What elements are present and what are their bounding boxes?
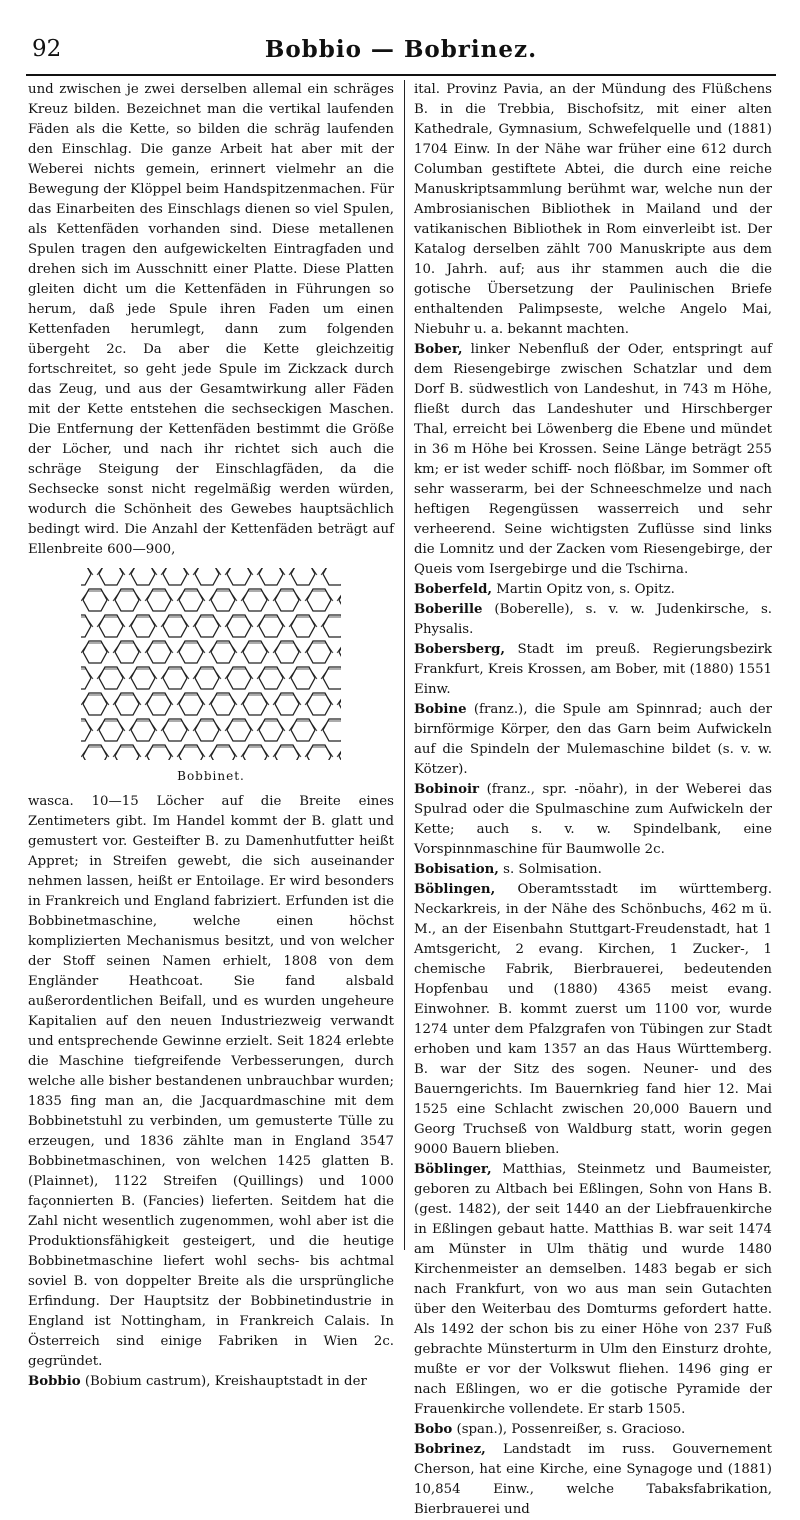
mesh-cell xyxy=(227,719,251,741)
mesh-cell xyxy=(211,745,235,764)
mesh-cell xyxy=(115,745,139,764)
mesh-cell xyxy=(163,667,187,689)
mesh-cell xyxy=(163,719,187,741)
mesh-cell xyxy=(195,719,219,741)
header-rule xyxy=(26,74,776,76)
mesh-cell xyxy=(339,693,351,715)
entry-boberille xyxy=(414,600,772,640)
mesh-cell xyxy=(243,693,267,715)
mesh-cell xyxy=(99,615,123,637)
mesh-cell xyxy=(323,564,347,585)
mesh-cell xyxy=(83,693,107,715)
mesh-cell xyxy=(179,641,203,663)
mesh-cell xyxy=(211,693,235,715)
right-column xyxy=(414,80,772,1520)
mesh-cell xyxy=(339,745,351,764)
mesh-cell xyxy=(259,719,283,741)
mesh-cell xyxy=(243,589,267,611)
mesh-cell xyxy=(259,564,283,585)
entry-bobine xyxy=(414,700,772,780)
entry-text: Stadt im preuß. Regierungsbezirk Frankfurt, Kreis Krossen, am Bober, mit (1880) 1551 Einw. xyxy=(414,642,772,697)
entry-bobo xyxy=(414,1420,772,1440)
left-column xyxy=(28,80,394,1392)
mesh-cell xyxy=(259,615,283,637)
entry-text: linker Nebenfluß der Oder, entspringt auf dem Riesengebirge zwischen Schatzlar und dem Dorf B. südwestlich von Landeshut, in 743 m Höhe, fließt durch das Landeshuter und Hirschberger Thal, erreicht bei Löwenberg die Ebene und mündet in 36 m Höhe bei Krossen. Seine Länge beträgt 255 km; er ist weder schiff- noch flößbar, im Sommer oft sehr wasserarm, bei der Schneeschmelze und nach heftigen Regengüssen wasserreich und sehr verheerend. Seine wichtigsten Zuflüsse sind links die Lomnitz und der Zacken vom Riesengebirge, der Queis vom Isergebirge und die Tschirna. xyxy=(414,342,772,577)
mesh-thread xyxy=(71,617,93,627)
mesh-cell xyxy=(291,667,315,689)
page-number: 92 xyxy=(32,36,62,62)
mesh-cell xyxy=(227,615,251,637)
entry-text: (Boberelle), s. v. w. Judenkirsche, s. Physalis. xyxy=(414,602,772,637)
mesh-cell xyxy=(71,564,91,585)
mesh-cell xyxy=(195,615,219,637)
mesh-cell xyxy=(131,615,155,637)
mesh-thread xyxy=(71,591,77,601)
mesh-cell xyxy=(211,589,235,611)
entry-bober xyxy=(414,340,772,580)
mesh-cell xyxy=(71,641,75,663)
mesh-cell xyxy=(71,693,75,715)
mesh-cell xyxy=(179,693,203,715)
mesh-cell xyxy=(147,589,171,611)
mesh-cell xyxy=(99,564,123,585)
mesh-cell xyxy=(147,693,171,715)
entry-text: s. Solmisation. xyxy=(498,862,602,877)
mesh-cell xyxy=(115,589,139,611)
mesh-cell xyxy=(307,693,331,715)
mesh-thread xyxy=(71,695,77,705)
mesh-cell xyxy=(115,641,139,663)
entry-boeblinger xyxy=(414,1160,772,1420)
entry-headword: Boberfeld, xyxy=(414,582,493,597)
mesh-cell xyxy=(71,615,91,637)
entry-boeblingen xyxy=(414,880,772,1160)
entry-text: (Bobium castrum), Kreishauptstadt in der xyxy=(80,1374,367,1389)
mesh-cell xyxy=(163,615,187,637)
entry-headword: Bobinoir xyxy=(414,782,480,797)
mesh-thread xyxy=(71,747,77,757)
entry-text: Oberamtsstadt im württemberg. Neckarkreis, in der Nähe des Schönbuchs, 462 m ü. M., an der Eisenbahn Stuttgart-Freudenstadt, hat 1 Amtsgericht, 2 evang. Kirchen, 1 Zucker-, 1 chemische Fabrik, Bierbrauerei, bedeutenden Hopfenbau und (1880) 4365 meist evang. Einwohner. B. kommt zuerst um 1100 vor, wurde 1274 unter dem Pfalzgrafen von Tübingen zur Stadt erhoben und kam 1357 an das Haus Württemberg. B. war der Sitz des sogen. Neuner- und des Bauerngerichts. Im Bauernkrieg fand hier 12. Mai 1525 eine Schlacht zwischen 20,000 Bauern und Georg Truchseß von Waldburg statt, worin gegen 9000 Bauern blieben. xyxy=(414,882,772,1157)
entry-headword: Bobersberg, xyxy=(414,642,506,657)
mesh-cell xyxy=(307,641,331,663)
mesh-cell xyxy=(163,564,187,585)
mesh-cell xyxy=(179,745,203,764)
mesh-cell xyxy=(147,641,171,663)
mesh-cell xyxy=(195,564,219,585)
mesh-cell xyxy=(131,719,155,741)
bobbinet-figure xyxy=(28,564,394,786)
bobbinet-mesh-illustration xyxy=(71,564,351,764)
entry-boberfeld xyxy=(414,580,772,600)
entry-text: Landstadt im russ. Gouvernement Cherson, hat eine Kirche, eine Synagoge und (1881) 10,854 Einw., welche Tabaksfabrikation, Bierbrauerei und xyxy=(414,1442,772,1517)
mesh-cell xyxy=(83,641,107,663)
mesh-cell xyxy=(259,667,283,689)
mesh-cell xyxy=(99,667,123,689)
mesh-thread xyxy=(71,565,93,575)
mesh-cell xyxy=(275,693,299,715)
entry-bobinoir xyxy=(414,780,772,860)
entry-headword: Bober, xyxy=(414,342,463,357)
entry-headword: Bobisation, xyxy=(414,862,499,877)
mesh-cell xyxy=(275,589,299,611)
mesh-cell xyxy=(275,641,299,663)
entry-continuation xyxy=(414,80,772,340)
mesh-cell xyxy=(323,667,347,689)
entry-bobersberg xyxy=(414,640,772,700)
entry-headword: Bobbio xyxy=(28,1374,81,1389)
mesh-cell xyxy=(71,667,91,689)
entry-headword: Böblinger, xyxy=(414,1162,492,1177)
entry-headword: Böblingen, xyxy=(414,882,496,897)
mesh-cell xyxy=(323,719,347,741)
mesh-cell xyxy=(195,667,219,689)
entry-headword: Bobrinez, xyxy=(414,1442,486,1457)
mesh-cell xyxy=(99,719,123,741)
page-header xyxy=(26,34,776,70)
mesh-cell xyxy=(211,641,235,663)
mesh-cell xyxy=(291,564,315,585)
mesh-cell xyxy=(275,745,299,764)
mesh-cell xyxy=(131,667,155,689)
mesh-cell xyxy=(71,745,75,764)
mesh-cell xyxy=(115,693,139,715)
entry-bobisation xyxy=(414,860,772,880)
entry-text: ital. Provinz Pavia, an der Mündung des Flüßchens B. in die Trebbia, Bischofsitz, mit einer alten Kathedrale, Gymnasium, Schwefelquelle und (1881) 1704 Einw. In der Nähe war früher eine 612 durch Columban gestiftete Abtei, die durch eine reiche Manuskriptsammlung berühmt war, welche nun der Ambrosianischen Bibliothek in Mailand und der vatikanischen Bibliothek in Rom einverleibt ist. Der Katalog derselben zählt 700 Manuskripte aus dem 10. Jahrh. auf; aus ihr stammen auch die die gotische Übersetzung der Paulinischen Briefe enthaltenden Palimpseste, welche Angelo Mai, Niebuhr u. a. bekannt machten. xyxy=(414,82,772,337)
left-paragraph-2: wasca. 10—15 Löcher auf die Breite eines Zentimeters gibt. Im Handel kommt der B. glatt und gemustert vor. Gesteifter B. zu Damenhutfutter heißt Appret; in Streifen gewebt, die sich auseinander nehmen lassen, heißt er Entoilage. Er wird besonders in Frankreich und England fabriziert. Erfunden ist die Bobbinetmaschine, welche einen höchst komplizierten Mechanismus besitzt, und von welcher der Stoff seinen Namen erhielt, 1808 von dem Engländer Heathcoat. Sie fand alsbald außerordentlichen Beifall, und es wurden ungeheure Kapitalien auf den neuen Industriezweig verwandt und entsprechende Gewinne erzielt. Seit 1824 erlebte die Maschine tiefgreifende Verbesserungen, durch welche alle bisher bestandenen unbrauchbar wurden; 1835 fing man an, die Jacquardmaschine mit dem Bobbinetstuhl zu verbinden, um gemusterte Tülle zu erzeugen, und 1836 zählte man in England 3547 Bobbinetmaschinen, von welchen 1425 glatten B. (Plainnet), 1122 Streifen (Quillings) und 1000 façonnierten B. (Fancies) lieferten. Seitdem hat die Zahl nicht wesentlich zugenommen, wohl aber ist die Produktionsfähigkeit gesteigert, und die heutige Bobbinetmaschine liefert wohl sechs- bis achtmal soviel B. von doppelter Breite als die ursprüngliche Erfindung. Der Hauptsitz der Bobbinetindustrie in England ist Nottingham, in Frankreich Calais. In Österreich sind einige Fabriken in Wien 2c. gegründet. xyxy=(28,794,394,1369)
mesh-cell xyxy=(339,589,351,611)
entry-headword: Bobo xyxy=(414,1422,453,1437)
mesh-cell xyxy=(243,745,267,764)
mesh-cell xyxy=(227,564,251,585)
mesh-cell xyxy=(339,641,351,663)
mesh-cell xyxy=(307,589,331,611)
mesh-cell xyxy=(83,589,107,611)
mesh-thread xyxy=(71,669,93,679)
entry-bobbio xyxy=(28,1372,394,1392)
mesh-thread xyxy=(71,643,77,653)
column-divider xyxy=(404,80,405,1250)
figure-caption: Bobbinet. xyxy=(177,769,245,783)
mesh-cell xyxy=(179,589,203,611)
entry-text: Martin Opitz von, s. Opitz. xyxy=(492,582,675,597)
mesh-cell xyxy=(291,719,315,741)
mesh-cell xyxy=(307,745,331,764)
entry-text: Matthias, Steinmetz und Baumeister, geboren zu Altbach bei Eßlingen, Sohn von Hans B. (gest. 1482), der seit 1440 an der Liebfrauenkirche in Eßlingen gebaut hatte. Matthias B. war seit 1474 am Münster in Ulm thätig und wurde 1480 Kirchenmeister an demselben. 1483 begab er sich nach Frankfurt, von wo aus man sein Gutachten über den Weiterbau des Domturms gefordert hatte. Als 1492 der schon bis zu einer Höhe von 237 Fuß gebrachte Münsterturm in Ulm den Einsturz drohte, mußte er vor der Volkswut fliehen. 1496 ging er nach Eßlingen, wo er die gotische Pyramide der Frauenkirche vollendete. Er starb 1505. xyxy=(414,1162,772,1417)
entry-headword: Boberille xyxy=(414,602,483,617)
mesh-cell xyxy=(147,745,171,764)
mesh-cell xyxy=(243,641,267,663)
left-paragraph-1: und zwischen je zwei derselben allemal ein schräges Kreuz bilden. Bezeichnet man die vertikal laufenden Fäden als die Kette, so bilden die schräg laufenden den Einschlag. Die ganze Arbeit hat aber mit der Weberei nichts gemein, erinnert vielmehr an die Bewegung der Klöppel beim Handspitzenmachen. Für das Einarbeiten des Einschlags dienen so viel Spulen, als Kettenfäden vorhanden sind. Diese metallenen Spulen tragen den aufgewickelten Eintragfaden und drehen sich im Ausschnitt einer Platte. Diese Platten gleiten dicht um die Kettenfäden in Führungen so herum, daß jede Spule ihren Faden um einen Kettenfaden herumlegt, dann zum folgenden übergeht 2c. Da aber die Kette gleichzeitig fortschreitet, so geht jede Spule im Zickzack durch das Zeug, und aus der Gesamtwirkung aller Fäden mit der Kette entstehen die sechseckigen Maschen. Die Entfernung der Kettenfäden bestimmt die Größe der Löcher, und nach ihr richtet sich auch die schräge Steigung der Einschlagfäden, da die Sechsecke sonst nicht regelmäßig werden würden, wodurch die Schönheit des Gewebes hauptsächlich bedingt wird. Die Anzahl der Kettenfäden beträgt auf Ellenbreite 600—900, xyxy=(28,82,394,557)
mesh-cell xyxy=(71,589,75,611)
entry-text: (franz.), die Spule am Spinnrad; auch der birnförmige Körper, den das Garn beim Aufwickeln auf die Spindeln der Mulemaschine bildet (s. v. w. Kötzer). xyxy=(414,702,772,777)
entry-text: (franz., spr. -nöahr), in der Weberei das Spulrad oder die Spulmaschine zum Aufwickeln der Kette; auch s. v. w. Spindelbank, eine Vorspinnmaschine für Baumwolle 2c. xyxy=(414,782,772,857)
mesh-cell xyxy=(83,745,107,764)
mesh-thread xyxy=(71,721,93,731)
mesh-cell xyxy=(131,564,155,585)
mesh-cell xyxy=(291,615,315,637)
entry-bobrinez xyxy=(414,1440,772,1520)
mesh-cell xyxy=(227,667,251,689)
mesh-cell xyxy=(323,615,347,637)
mesh-cell xyxy=(71,719,91,741)
page-title: Bobbio — Bobrinez. xyxy=(264,36,538,63)
entry-headword: Bobine xyxy=(414,702,467,717)
entry-text: (span.), Possenreißer, s. Gracioso. xyxy=(452,1422,686,1437)
